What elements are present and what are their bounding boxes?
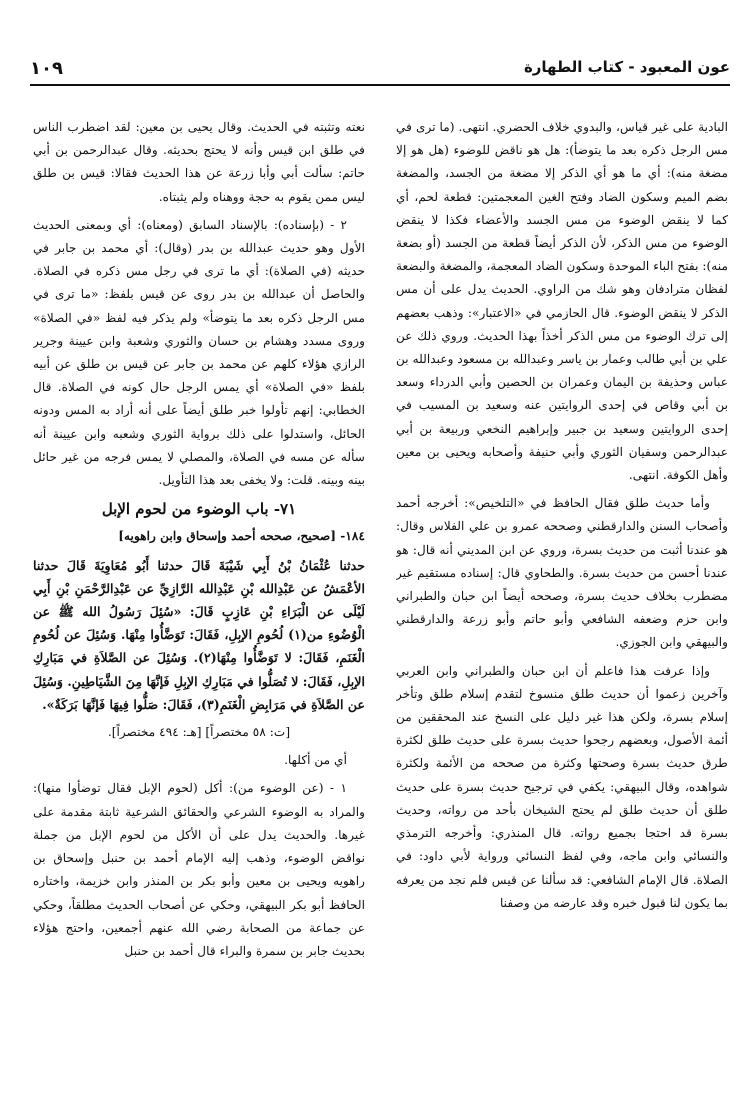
right-column [396,116,728,1096]
left-paragraph-3: ١ - (عن الوضوء من): أكل (لحوم الإبل فقال توضأوا منها): والمراد به الوضوء الشرعي والحقائق الشرعية ثابتة مقدمة على غيرها. والحديث يدل على أن الأكل من لحوم الإبل من جملة نواقض الوضوء، وذهب إليه الإمام أحمد بن حنبل وإسحاق بن راهويه ويحيى بن معين وأبو بكر بن المنذر وابن خزيمة، واختاره الحافظ أبو بكر البيهقي، وحكي عن أصحاب الحديث مطلقاً، وحكي عن جماعة من الصحابة رضي الله عنهم أجمعين، واحتج هؤلاء بحديث جابر بن سمرة والبراء قال أحمد بن حنبل [33,781,365,958]
running-title: عون المعبود - كتاب الطهارة [523,58,730,76]
header-rule [30,84,730,86]
left-column [33,116,365,1096]
left-paragraph-2: ٢ - (بإسناده): بالإسناد السابق (ومعناه): أي وبمعنى الحديث الأول وهو حديث عبدالله بن بدر (وقال): أي محمد بن جابر في حديثه (في الصلاة): أي ما ترى في رجل مس ذكره في الصلاة. والحاصل أن عبدالله بن بدر روى عن قيس بلفظ: «ما ترى في مس الرجل ذكره بعد ما يتوضأ» ولم يذكر فيه لفظ «في الصلاة» وروى مسدد وهشام بن حسان والثوري وشعبة وابن عيينة وجرير الرازي هؤلاء كلهم عن محمد بن جابر عن قيس بن طلق عن أبيه بلفظ «في الصلاة» أي يمس الرجل حال كونه في الصلاة. قال الخطابي: إنهم تأولوا خبر طلق أيضاً على أنه أراد به المس ودونه الحائل، واستدلوا على ذلك برواية الثوري وشعبه وابن عيينة أنه سأله عن مسه في الصلاة، والمصلي لا يمس فرجه من غير حائل بينه وبينه. قلت: ولا يخفى بعد هذا التأويل. [33,217,365,488]
hadith-grade: ١٨٤- [صحيح، صححه أحمد وإسحاق وابن راهويه] [118,529,365,544]
explanatory-note: أي من أكلها. [284,753,347,768]
right-paragraph-3: وإذا عرفت هذا فاعلم أن ابن حبان والطبراني وابن العربي وآخرين زعموا أن حديث طلق منسوخ لتقدم إسلام طلق وتأخر إسلام بسرة، ولكن هذا غير دليل على النسخ عند المحققين من أئمة الأصول، وبعضهم رجحوا حديث بسرة على حديث طلق لكثرة طرق حديث بسرة وصحتها وكثرة من صححه من الأئمة ولكثرة شواهده، وقال البيهقي: يكفي في ترجيح حديث بسرة على حديث طلق أن حديث طلق لم يحتج الشيخان بأحد من رواته، وحديث بسرة قد احتجا بجميع رواته. قال المنذري: وأخرجه الترمذي والنسائي وابن ماجه، وفي لفظ النسائي ورواية لأبي داود: في الصلاة. قال الإمام الشافعي: قد سألنا عن قيس فلم نجد من يعرفه بما يكون لنا قبول خبره وقد عارضه من وصفنا [396,663,728,910]
hadith-text: حدثنا عُثْمَانُ بْنُ أَبِي شَيْبَةَ قَالَ حدثنا أَبُو مُعَاوِيَةَ قَالَ حدثنا الأعْمَشُ عن عَبْدِالله بْنِ عَبْدِالله الرَّازِيِّ عن عَبْدِالرَّحْمَنِ بْنِ أَبِي لَيْلَى عن الْبَرَاءِ بْنِ عَازِبٍ قَالَ: «سُئِلَ رَسُولُ الله ﷺ عن الْوُضُوءِ من(١) لُحُومِ الإبِلِ، فَقَالَ: تَوَضَّأُوا مِنْهَا. وَسُئِلَ عن لُحُومِ الْغَنَمِ، فَقَالَ: لا تَوَضَّأُوا مِنْهَا(٢). وَسُئِلَ عن الصَّلاَةِ في مَبَارِكِ الإبِلِ، فَقَالَ: لا تُصَلُّوا في مَبَارِكِ الإبِلِ فَإنَّهَا مِنَ الشَّيَاطِينِ. وَسُئِلَ عن الصَّلاَةِ في مَرَابِضِ الْغَنَمِ(٣)، فَقَالَ: صَلُّوا فِيهَا فَإنَّهَا بَرَكَةٌ». [33,557,365,712]
right-paragraph-1: البادية على غير قياس، والبدوي خلاف الحضري. انتهى. (ما ترى في مس الرجل ذكره بعد ما يتوضأ): هل هو ناقض للوضوء (هل هو إلا مضغة منه): أي ما هو أي الذكر إلا مضغة من الجسد، والمضغة بضم الميم وسكون الضاد وفتح الغين المعجمتين: قطعة لحم، أي كما لا ينقض الوضوء من مس الجسد والأعضاء فكذا لا ينقض الوضوء من مس الذكر، لأن الذكر أيضاً قطعة من الجسد (أو بضعة منه): بفتح الباء الموحدة وسكون الضاد المعجمة، والمضغة والبضعة لفظان مترادفان وهو شك من الراوي. الحديث يدل على أن مس الذكر لا ينقض الوضوء. قال الحازمي في «الاعتبار»: وذهب بعضهم إلى ترك الوضوء من مس الذكر أخذاً بهذا الحديث. وروي ذلك عن علي بن أبي طالب وعمار بن ياسر وعبدالله بن مسعود وعبدالله بن عباس وحذيفة بن اليمان وعمران بن الحصين وأبي الدرداء وسعد بن أبي وقاص في إحدى الروايتين عنه وسعيد بن المسيب في إحدى الروايتين وسعيد بن جبير وإبراهيم النخعي وربيعة بن أبي عبدالرحمن وسفيان الثوري وأبي حنيفة وأصحابه ويحيى بن معين وأهل الكوفة. انتهى. [396,120,728,483]
chapter-title: ٧١- باب الوضوء من لحوم الإبل [101,500,297,519]
hadith-reference: [ت: ٥٨ مختصراً] [هـ: ٤٩٤ مختصراً]. [107,725,291,740]
right-paragraph-2: وأما حديث طلق فقال الحافظ في «التلخيص»: أخرجه أحمد وأصحاب السنن والدارقطني وصححه عمرو بن علي الفلاس وقال: هو عندنا أثبت من حديث بسرة، وروي عن ابن المديني أنه قال: هو عندنا أحسن من حديث بسرة. والطحاوي قال: إسناده مستقيم غير مضطرب بخلاف حديث بسرة، وصححه أيضاً ابن حبان والطبراني وابن حزم وضعفه الشافعي وأبو حاتم وأبو زرعة والدارقطني والبيهقي وابن الجوزي. [396,496,728,650]
page-number: ١٠٩ [30,58,63,79]
left-paragraph-1: نعته وتثبته في الحديث. وقال يحيى بن معين: لقد اضطرب الناس في طلق ابن قيس وأنه لا يحتج بحديثه. وقال عبدالرحمن بن أبي حاتم: سألت أبي وأبا زرعة عن هذا الحديث فقالا: قيس بن طلق ليس ممن يقوم به حجة ووهناه ولم يثبتاه. [33,120,365,204]
page-header [30,58,730,80]
